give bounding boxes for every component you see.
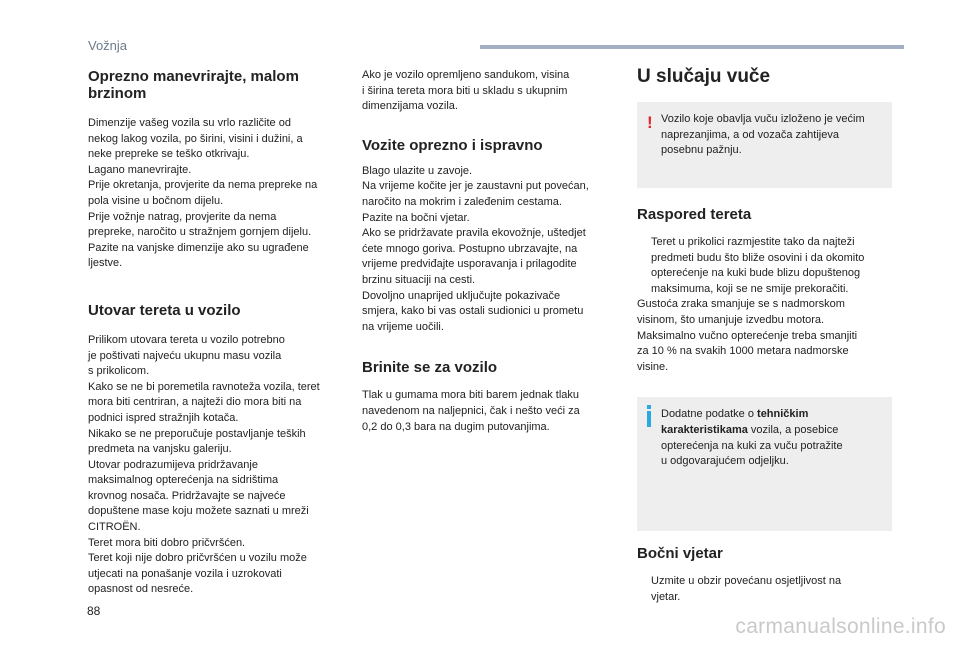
- heading-vuca: U slučaju vuče: [637, 66, 771, 87]
- info-text: [661, 407, 878, 469]
- column-1: [88, 68, 343, 598]
- text-manevrirajte: Dimenzije vašeg vozila su vrlo različite od nekog lakog vozila, po širini, visini i dužini, a neke prepreke se teško otkrivaju. Lagano manevrirajte. Prije okretanja, provjerite da nema prepreke na pola visine u bočnom dijelu. Prije vožnje natrag, provjerite da nema prepreke, naročito u stražnjem gornjem dijelu. Pazite na vanjske dimenzije ako su ugrađene ljestve.: [88, 117, 318, 270]
- page-number: 88: [87, 604, 101, 618]
- text-sanduk: Ako je vozilo opremljeno sandukom, visina i širina tereta mora biti u skladu s ukupnim dimenzijama vozila.: [362, 69, 570, 113]
- heading-oprezno: Vozite oprezno i ispravno: [362, 136, 543, 154]
- heading-manevrirajte: Oprezno manevrirajte, malom brzinom: [88, 68, 299, 102]
- column-2: [362, 68, 612, 435]
- bullet-icon: [637, 235, 651, 297]
- vjetar-bullet-text: Uzmite u obzir povećanu osjetljivost na vjetar.: [651, 575, 842, 603]
- section-label: Vožnja: [88, 38, 128, 53]
- heading-brinite: Brinite se za vozilo: [362, 359, 498, 377]
- text-oprezno: Blago ulazite u zavoje. Na vrijeme kočite jer je zaustavni put povećan, naročito na mokrim i zaleđenim cestama. Pazite na bočni vjetar. Ako se pridržavate pravila ekovožnje, uštedjet ćete mnogo goriva. Postupno ubrzavajte, na vrijeme predviđajte usporavanja i prilagodite brzinu situaciji na cesti. Dovoljno unaprijed uključujte pokazivače smjera, kako bi vas ostali sudionici u prometu na vrijeme uočili.: [362, 164, 589, 333]
- info-text-post: vozila, a posebice opterećenja na kuki za vuču potražite u odgovarajućem odjeljku.: [661, 423, 843, 468]
- text-utovar: Prilikom utovara tereta u vozilo potrebno je poštivati najveću ukupnu masu vozila s prikolicom. Kako se ne bi poremetila ravnoteža vozila, teret mora biti centriran, a najteži dio mora biti na podnici ispred stražnjih kotača. Nikako se ne preporučuje postavljanje teških predmeta na vanjsku galeriju. Utovar podrazumijeva pridržavanje maksimalnog opterećenja na sidrištima krovnog nosača. Pridržavajte se najveće dopuštene mase koju možete saznati u mreži CITROËN. Teret mora biti dobro pričvršćen. Teret koji nije dobro pričvršćen u vozilu može utjecati na ponašanje vozila i uzrokovati opasnost od nesreće.: [88, 333, 320, 596]
- warning-box: [637, 102, 892, 188]
- warning-text: Vozilo koje obavlja vuču izloženo je većim naprezanjima, a od vozača zahtijeva posebnu pažnju.: [661, 113, 865, 157]
- info-text-bold: tehničkim karakteristikama: [661, 408, 809, 436]
- header-bar: [480, 45, 904, 49]
- text-brinite: Tlak u gumama mora biti barem jednak tlaku navedenom na naljepnici, čak i nešto veći za 0,2 do 0,3 bara na dugim putovanjima.: [362, 389, 580, 433]
- heading-raspored: Raspored tereta: [637, 206, 752, 223]
- text-raspored: Gustoća zraka smanjuje se s nadmorskom visinom, što umanjuje izvedbu motora. Maksimalno vučno opterećenje treba smanjiti za 10 % na svakih 1000 metara nadmorske visine.: [637, 298, 858, 373]
- info-box: [637, 397, 892, 531]
- watermark: carmanualsonline.info: [735, 615, 946, 638]
- info-icon: [647, 411, 651, 427]
- column-3: [637, 66, 892, 606]
- heading-vjetar: Bočni vjetar: [637, 545, 723, 563]
- raspored-bullet-text: Teret u prikolici razmjestite tako da najteži predmeti budu što bliže osovini i da okomito opterećenje na kuki bude blizu dopuštenog maksimuma, koji se ne smije prekoračiti.: [651, 236, 865, 295]
- info-text-pre: Dodatne podatke o: [661, 408, 758, 421]
- warning-icon: !: [647, 113, 653, 132]
- bullet-icon: [637, 574, 651, 605]
- list-item: [637, 574, 892, 605]
- list-item: [637, 235, 892, 297]
- heading-utovar: Utovar tereta u vozilo: [88, 301, 241, 319]
